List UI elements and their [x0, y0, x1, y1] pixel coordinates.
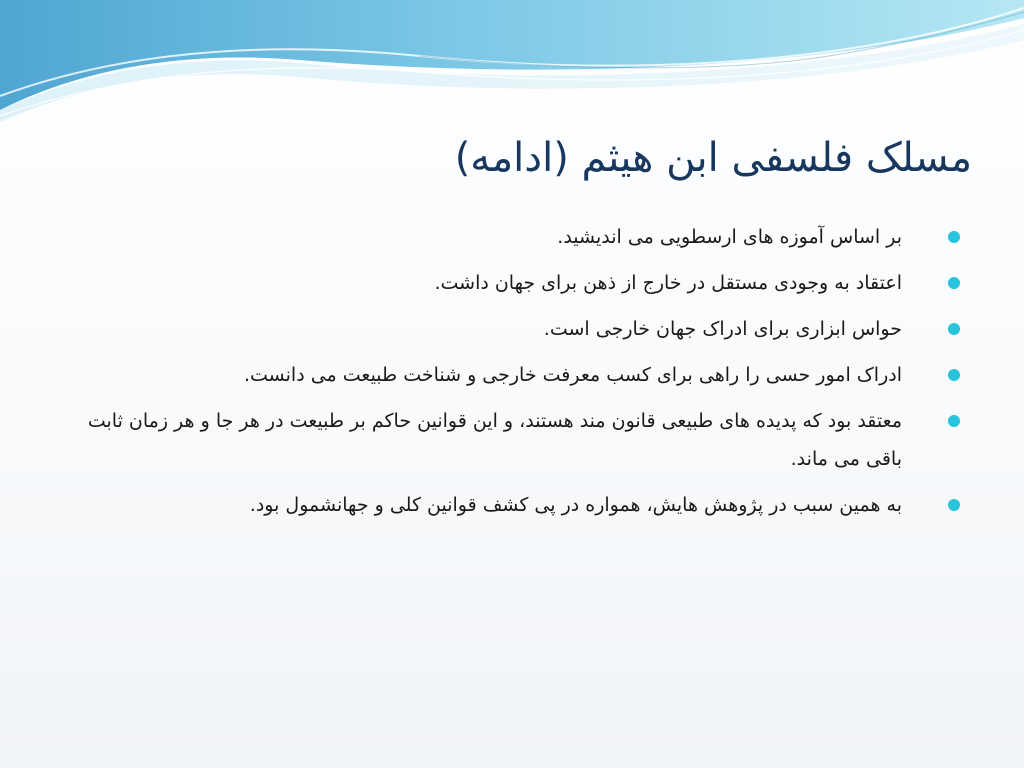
- bullet-dot-icon: [948, 499, 960, 511]
- bullet-item: [80, 356, 960, 394]
- bullet-item: [80, 310, 960, 348]
- bullet-dot-icon: [948, 369, 960, 381]
- bullet-item: [80, 402, 960, 478]
- header-wave-decoration: [0, 0, 1024, 130]
- bullet-item: [80, 486, 960, 524]
- bullet-item: [80, 218, 960, 256]
- bullet-text: اعتقاد به وجودی مستقل در خارج از ذهن برای جهان داشت.: [434, 272, 902, 294]
- bullet-text: حواس ابزاری برای ادراک جهان خارجی است.: [543, 318, 902, 340]
- bullet-dot-icon: [948, 231, 960, 243]
- bullet-dot-icon: [948, 415, 960, 427]
- bullet-text: ادراک امور حسی را راهی برای کسب معرفت خارجی و شناخت طبیعت می دانست.: [243, 364, 902, 386]
- bullet-text: معتقد بود که پدیده های طبیعی قانون مند هستند، و این قوانین حاکم بر طبیعت در هر جا و هر زمان ثابت باقی می ماند.: [87, 410, 902, 470]
- bullet-item: [80, 264, 960, 302]
- bullet-text: به همین سبب در پژوهش هایش، همواره در پی کشف قوانین کلی و جهانشمول بود.: [249, 494, 902, 516]
- bullet-dot-icon: [948, 277, 960, 289]
- bullet-dot-icon: [948, 323, 960, 335]
- slide-title: مسلک فلسفی ابن هیثم (ادامه): [454, 135, 972, 181]
- bullet-list: [80, 218, 960, 532]
- bullet-text: بر اساس آموزه های ارسطویی می اندیشید.: [557, 226, 902, 248]
